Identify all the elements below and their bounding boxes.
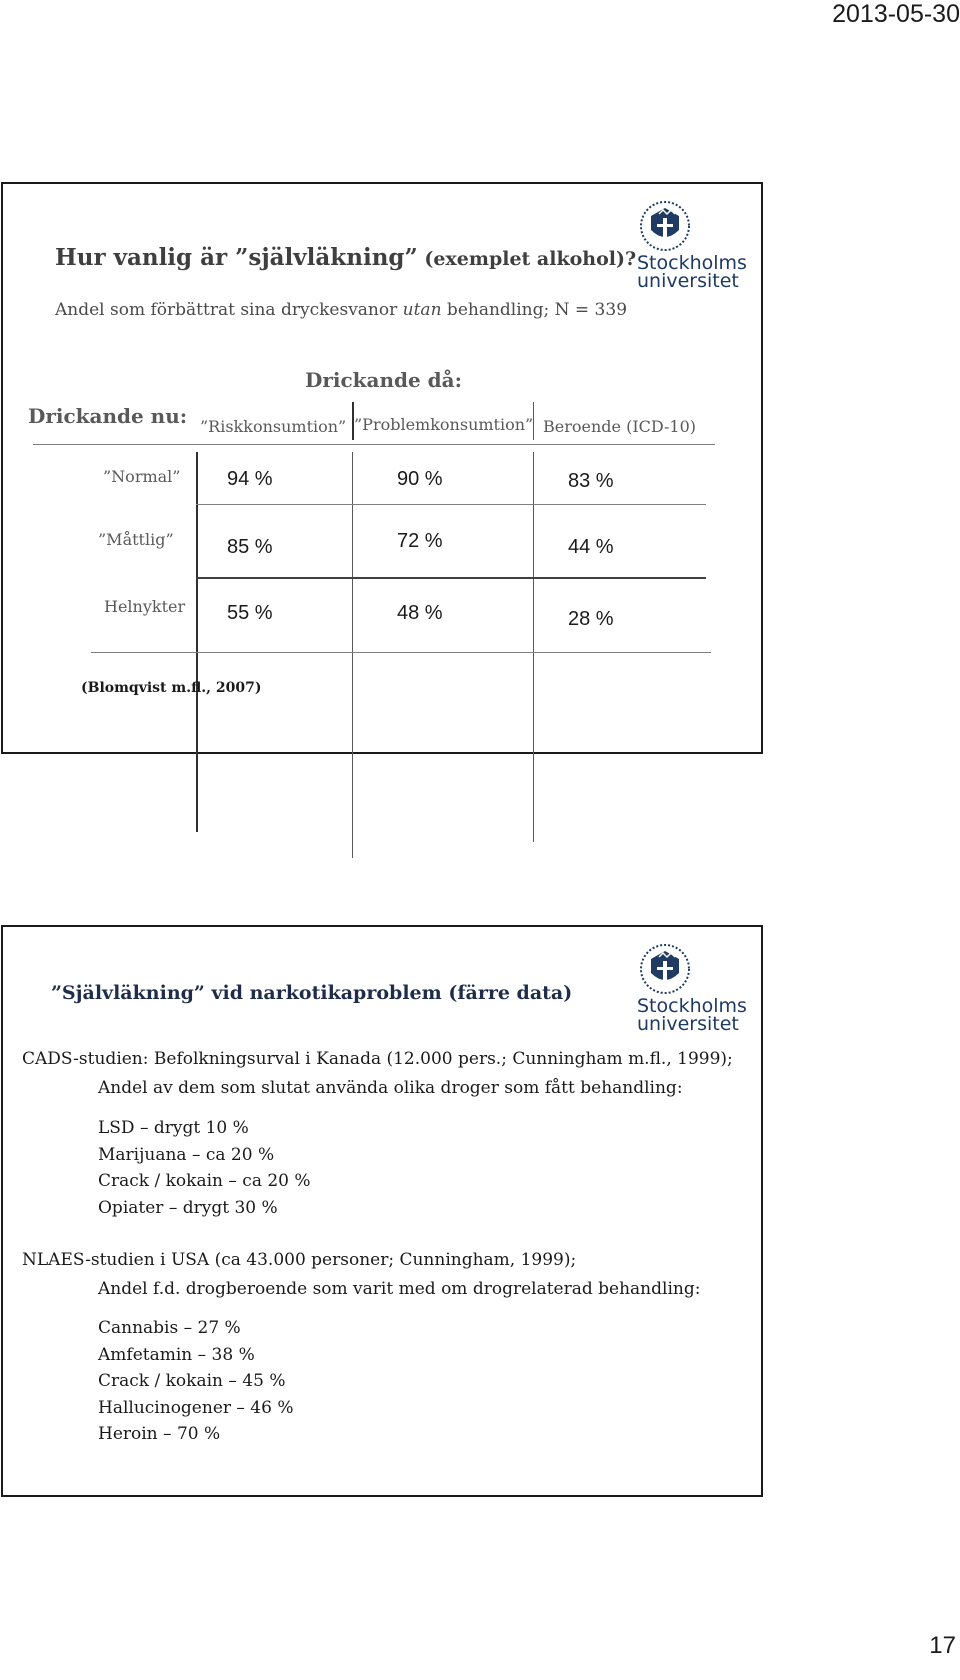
- slide-subtitle: [55, 300, 627, 320]
- column-header: ”Problemkonsumtion”: [354, 415, 534, 434]
- university-seal-icon: [637, 943, 693, 995]
- table-divider: [196, 452, 198, 832]
- stockholm-university-logo: [637, 200, 747, 296]
- table-divider: [352, 452, 353, 858]
- list-item: Crack / kokain – 45 %: [98, 1371, 286, 1391]
- row-label: ”Normal”: [103, 467, 181, 486]
- logo-line-2: universitet: [637, 1013, 739, 1035]
- study-heading: CADS-studien: Befolkningsurval i Kanada (12.000 pers.; Cunningham m.fl., 1999);: [22, 1049, 733, 1069]
- list-item: Marijuana – ca 20 %: [98, 1144, 275, 1165]
- list-item: Opiater – drygt 30 %: [98, 1197, 278, 1218]
- table-divider: [196, 577, 706, 579]
- list-item: Crack / kokain – ca 20 %: [98, 1171, 311, 1191]
- table-cell: 48 %: [397, 602, 443, 624]
- table-cell: 85 %: [227, 536, 273, 558]
- list-item: Hallucinogener – 46 %: [98, 1397, 294, 1418]
- row-label: Helnykter: [104, 597, 186, 616]
- table-cell: 94 %: [227, 468, 273, 490]
- list-item: Heroin – 70 %: [98, 1424, 221, 1444]
- table-cell: 72 %: [397, 530, 443, 552]
- slide-title-main: Hur vanlig är ”självläkning”: [55, 244, 418, 271]
- study-intro: Andel f.d. drogberoende som varit med om drogrelaterad behandling:: [98, 1279, 701, 1299]
- list-item: Amfetamin – 38 %: [98, 1344, 255, 1365]
- study2-list: [98, 1315, 294, 1448]
- table-divider: [196, 504, 706, 505]
- logo-line-1: Stockholms: [637, 995, 747, 1017]
- page-date: 2013-05-30: [832, 0, 960, 28]
- citation: (Blomqvist m.fl., 2007): [81, 680, 262, 696]
- table-divider: [352, 402, 354, 440]
- column-header: ”Riskkonsumtion”: [200, 417, 347, 436]
- subtitle-before: Andel som förbättrat sina dryckesvanor: [55, 300, 403, 320]
- study-intro: Andel av dem som slutat använda olika droger som fått behandling:: [98, 1078, 683, 1098]
- table-divider: [91, 652, 711, 653]
- table-divider: [533, 402, 534, 440]
- university-seal-icon: [637, 200, 693, 252]
- subtitle-italic: utan: [402, 300, 442, 320]
- row-label: ”Måttlig”: [98, 530, 174, 549]
- list-item: Cannabis – 27 %: [98, 1318, 241, 1338]
- study-heading: NLAES-studien i USA (ca 43.000 personer; Cunningham, 1999);: [22, 1250, 577, 1270]
- study1-list: [98, 1115, 311, 1221]
- subtitle-after: behandling; N = 339: [441, 300, 628, 320]
- header-now: Drickande nu:: [28, 404, 188, 428]
- table-cell: 83 %: [568, 470, 614, 492]
- table-cell: 28 %: [568, 608, 614, 630]
- slide-self-healing-alcohol: [1, 182, 763, 754]
- table-divider: [533, 452, 534, 842]
- page-number: 17: [929, 1632, 956, 1659]
- table-cell: 44 %: [568, 536, 614, 558]
- header-then: Drickande då:: [305, 368, 463, 392]
- slide-self-healing-drugs: [1, 925, 763, 1497]
- slide-title: ”Självläkning” vid narkotikaproblem (färre data): [51, 982, 573, 1004]
- table-cell: 90 %: [397, 468, 443, 490]
- column-header: Beroende (ICD-10): [543, 417, 697, 436]
- slide-title-paren: (exemplet alkohol)?: [417, 248, 637, 270]
- stockholm-university-logo: [637, 943, 747, 1039]
- table-divider: [33, 444, 715, 445]
- slide-title: [55, 244, 636, 271]
- logo-line-2: universitet: [637, 270, 739, 292]
- logo-line-1: Stockholms: [637, 252, 747, 274]
- list-item: LSD – drygt 10 %: [98, 1118, 249, 1138]
- table-cell: 55 %: [227, 602, 273, 624]
